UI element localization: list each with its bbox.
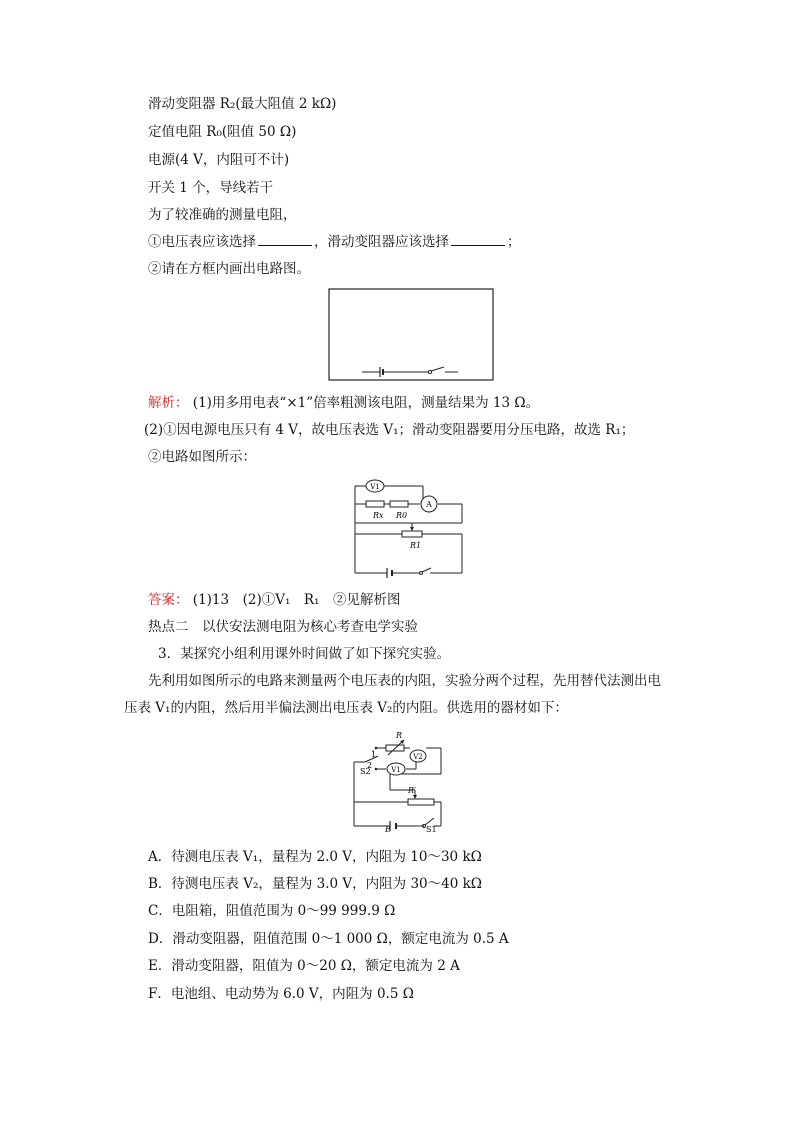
switch-s1-icon: [425, 818, 434, 825]
option-f: F．电池组、电动势为 6.0 V，内阻为 0.5 Ω: [148, 986, 414, 1002]
switch-contact-2: [375, 768, 378, 771]
text-line: 开关 1 个，导线若干: [148, 180, 274, 196]
answer-blank: [258, 233, 312, 246]
analysis-line: [148, 394, 539, 412]
text-fragment: (1)用多用电表“×1”倍率粗测该电阻，测量结果为 13 Ω。: [192, 395, 540, 411]
switch-s2-label: S2: [360, 767, 371, 776]
switch-contact-1: [375, 747, 378, 750]
switch-position-1-label: 1: [371, 750, 377, 759]
circuit-diagram-2: [350, 724, 445, 832]
switch-icon: [422, 568, 431, 572]
text-line: ②电路如图所示：: [148, 449, 256, 465]
question-line: 先利用如图所示的电路来测量两个电压表的内阻，实验分两个过程，先用替代法测出电: [148, 673, 661, 689]
resistor-rx-icon: [366, 501, 384, 507]
question-line: 压表 V₁的内阻，然后用半偏法测出电压表 V₂的内阻。供选用的器材如下：: [124, 700, 568, 716]
rheostat-r1-icon: [402, 531, 422, 537]
switch-position-2-label: 2: [367, 761, 373, 770]
answer-box-figure: [328, 287, 496, 383]
slider-arrow-icon: [410, 527, 414, 531]
text-line: 定值电阻 R₀(阻值 50 Ω): [148, 124, 297, 140]
text-line: ②请在方框内画出电路图。: [148, 261, 310, 277]
answer-text: (1)13 (2)①V₁ R₁ ②见解析图: [192, 592, 401, 608]
analysis-label: 解析：: [148, 395, 189, 411]
answer-label: 答案：: [148, 592, 189, 608]
option-d: D．滑动变阻器，阻值范围 0～1 000 Ω，额定电流为 0.5 A: [148, 931, 509, 947]
circuit-diagram-1: [350, 476, 468, 580]
ammeter-label: A: [426, 500, 432, 509]
text-line: 为了较准确的测量电阻，: [148, 207, 297, 223]
rheostat-r1-label: R1: [410, 541, 422, 550]
slider-arrow-icon: [413, 795, 417, 799]
option-b: B．待测电压表 V₂，量程为 3.0 V，内阻为 30～40 kΩ: [148, 876, 482, 892]
answer-blank: [451, 233, 505, 246]
rheostat-icon: [408, 799, 434, 805]
option-e: E．滑动变阻器，阻值为 0～20 Ω，额定电流为 2 A: [148, 958, 460, 974]
section-heading: 热点二 以伏安法测电阻为核心考查电学实验: [148, 619, 418, 635]
voltmeter-v1-label: V1: [391, 766, 401, 774]
text-fragment: ；: [507, 234, 521, 250]
text-line: (2)①因电源电压只有 4 V，故电压表选 V₁；滑动变阻器要用分压电路，故选 R₁；: [144, 422, 635, 438]
answer-line: [148, 591, 400, 609]
switch-icon: [431, 367, 444, 371]
text-fragment: ，滑动变阻器应该选择: [314, 234, 449, 250]
option-a: A．待测电压表 V₁，量程为 2.0 V，内阻为 10～30 kΩ: [148, 849, 482, 865]
rheostat-label: R′: [408, 786, 416, 795]
drawing-frame: [329, 289, 493, 380]
battery-e-label: E: [385, 825, 391, 832]
text-line: 电源(4 V，内阻可不计): [148, 152, 290, 168]
option-c: C．电阻箱，阻值范围为 0～99 999.9 Ω: [148, 903, 396, 919]
voltmeter-v2-label: V2: [413, 753, 423, 761]
voltmeter-v1-label: V1: [370, 483, 380, 491]
resistor-rx-label: Rx: [373, 511, 384, 520]
text-line: 滑动变阻器 R₂(最大阻值 2 kΩ): [148, 96, 337, 112]
resistance-box-label: R: [396, 731, 403, 740]
resistor-r0-label: R0: [396, 511, 408, 520]
question-line: [148, 233, 521, 251]
switch-s1-label: S1: [426, 825, 437, 832]
text-fragment: ①电压表应该选择: [148, 234, 256, 250]
resistor-r0-icon: [390, 501, 408, 507]
question-line: 3．某探究小组利用课外时间做了如下探究实验。: [158, 646, 451, 662]
